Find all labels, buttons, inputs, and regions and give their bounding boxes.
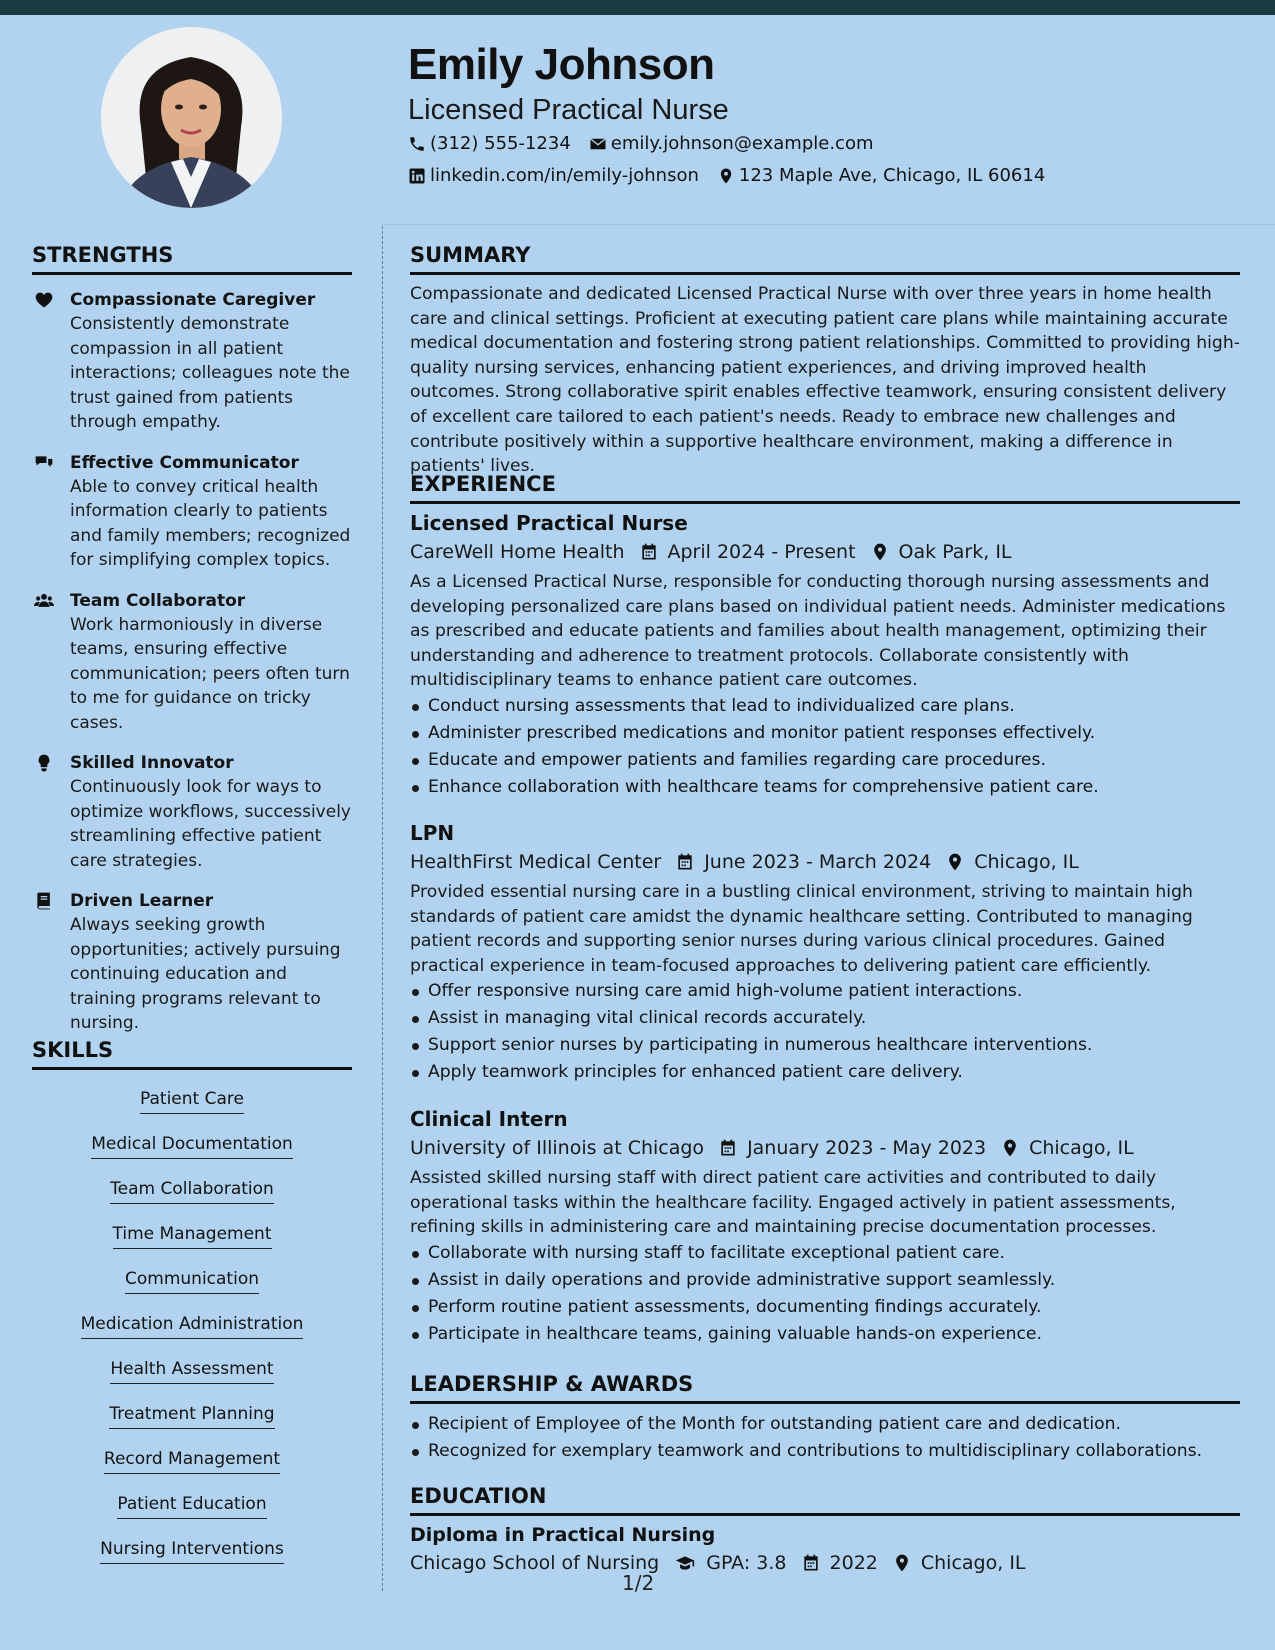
- job-description: Assisted skilled nursing staff with direct patient care activities and contributed to daily operational tasks within the healthcare facility. Engaged actively in patient assessments, refining skills in administering care and maintaining precise documentation processes.: [410, 1168, 1176, 1238]
- job-org: CareWell Home Health: [410, 541, 625, 563]
- envelope-icon: [589, 135, 607, 153]
- job-entry: [410, 821, 1240, 1086]
- job-bullet: Collaborate with nursing staff to facilitate exceptional patient care.: [410, 1240, 1240, 1267]
- degree-title: Diploma in Practical Nursing: [410, 1524, 716, 1546]
- contact-row-1: [408, 133, 891, 154]
- calendar-icon: [639, 542, 659, 562]
- award-item: Recipient of Employee of the Month for outstanding patient care and dedication.: [410, 1411, 1240, 1438]
- job-bullets: [410, 1240, 1240, 1348]
- strength-desc: Continuously look for ways to optimize workflows, successively streamlining effective patient care strategies.: [70, 777, 351, 871]
- page-number: 1/2: [622, 1571, 655, 1595]
- job-description: Provided essential nursing care in a bustling clinical environment, striving to maintain high standards of patient care amidst the dynamic healthcare setting. Contributed to managing patient records and supporting senior nurses during various clinical procedures. Gained practical experience in team-focused approaches to delivering patient care efficiently.: [410, 882, 1193, 976]
- email-text: emily.johnson@example.com: [610, 133, 874, 154]
- job-meta: [410, 851, 1240, 873]
- job-bullet: Participate in healthcare teams, gaining valuable hands-on experience.: [410, 1321, 1240, 1348]
- candidate-name: Emily Johnson: [408, 40, 715, 89]
- top-accent-bar: [0, 0, 1275, 15]
- strength-title: Effective Communicator: [70, 452, 299, 473]
- summary-heading: SUMMARY: [410, 243, 1240, 275]
- job-location: Chicago, IL: [1029, 1137, 1134, 1159]
- strength-title: Compassionate Caregiver: [70, 290, 316, 310]
- contact-linkedin[interactable]: [408, 165, 699, 186]
- gpa-text: GPA: 3.8: [706, 1552, 787, 1574]
- linkedin-text: linkedin.com/in/emily-johnson: [430, 165, 699, 186]
- book-icon: [34, 891, 54, 911]
- phone-icon: [408, 135, 426, 153]
- linkedin-icon: [408, 167, 426, 185]
- job-bullet: Educate and empower patients and families regarding care procedures.: [410, 747, 1240, 774]
- job-location: Oak Park, IL: [898, 541, 1012, 563]
- job-description: As a Licensed Practical Nurse, responsible for conducting thorough nursing assessments and developing personalized care plans based on individual patient needs. Administer medications as prescribed and educate patients and families about health management, optimizing their understanding and adherence to treatment protocols. Collaborate consistently with multidisciplinary teams to enhance patient care outcomes.: [410, 572, 1226, 691]
- job-dates: January 2023 - May 2023: [747, 1137, 987, 1159]
- job-meta: [410, 541, 1240, 563]
- address-text: 123 Maple Ave, Chicago, IL 60614: [738, 165, 1046, 186]
- strengths-heading: STRENGTHS: [32, 243, 352, 275]
- strength-desc: Able to convey critical health information clearly to patients and family members; recognized for simplifying complex topics.: [70, 476, 351, 570]
- skill-tag: Patient Care: [140, 1088, 244, 1114]
- job-title: Clinical Intern: [410, 1107, 568, 1131]
- skills-heading: SKILLS: [32, 1038, 352, 1070]
- job-dates: April 2024 - Present: [667, 541, 856, 563]
- strength-desc: Always seeking growth opportunities; actively pursuing continuing education and training programs relevant to nursing.: [70, 915, 341, 1033]
- job-bullets: [410, 693, 1240, 801]
- profile-photo: [101, 27, 282, 208]
- lightbulb-icon: [34, 753, 54, 773]
- calendar-icon: [675, 852, 695, 872]
- chat-icon: [34, 453, 54, 473]
- experience-heading: EXPERIENCE: [410, 472, 1240, 504]
- skill-tag: Time Management: [113, 1223, 272, 1249]
- phone-text: (312) 555-1234: [430, 133, 571, 154]
- award-item: Recognized for exemplary teamwork and contributions to multidisciplinary collaborations.: [410, 1438, 1240, 1465]
- job-bullet: Assist in managing vital clinical records accurately.: [410, 1005, 1240, 1032]
- map-pin-icon: [870, 542, 890, 562]
- job-bullet: Assist in daily operations and provide administrative support seamlessly.: [410, 1267, 1240, 1294]
- calendar-icon: [801, 1553, 821, 1573]
- job-bullet: Administer prescribed medications and monitor patient responses effectively.: [410, 720, 1240, 747]
- strength-title: Skilled Innovator: [70, 753, 234, 773]
- job-entry: [410, 511, 1240, 801]
- users-icon: [34, 591, 54, 611]
- job-org: HealthFirst Medical Center: [410, 851, 662, 873]
- map-pin-icon: [892, 1553, 912, 1573]
- leadership-heading: LEADERSHIP & AWARDS: [410, 1372, 1240, 1404]
- job-title: LPN: [410, 821, 455, 845]
- skill-tag: Record Management: [104, 1448, 280, 1474]
- contact-phone[interactable]: [408, 133, 571, 154]
- education-location: Chicago, IL: [920, 1552, 1026, 1574]
- strength-item: [32, 751, 352, 873]
- strength-desc: Consistently demonstrate compassion in all patient interactions; colleagues note the trust gained from patients through empathy.: [70, 314, 350, 432]
- job-entry: [410, 1107, 1240, 1348]
- graduation-cap-icon: [673, 1553, 697, 1573]
- job-location: Chicago, IL: [974, 851, 1079, 873]
- strength-desc: Work harmoniously in diverse teams, ensuring effective communication; peers often turn to me for guidance on tricky cases.: [70, 614, 350, 733]
- job-org: University of Illinois at Chicago: [410, 1137, 705, 1159]
- job-bullet: Apply teamwork principles for enhanced patient care delivery.: [410, 1059, 1240, 1086]
- job-bullet: Enhance collaboration with healthcare teams for comprehensive patient care.: [410, 774, 1240, 801]
- skill-tag: Communication: [125, 1268, 259, 1294]
- education-heading: EDUCATION: [410, 1484, 1240, 1516]
- strength-title: Driven Learner: [70, 891, 214, 911]
- skill-tag: Medication Administration: [81, 1313, 304, 1339]
- column-divider: [382, 226, 383, 1591]
- education-meta: [410, 1552, 1240, 1574]
- calendar-icon: [718, 1138, 738, 1158]
- job-title: Licensed Practical Nurse: [410, 511, 688, 535]
- skills-list: [32, 1088, 352, 1583]
- strength-item: [32, 451, 352, 573]
- strength-item: [32, 589, 352, 736]
- strength-item: [32, 288, 352, 435]
- contact-row-2: [408, 165, 1063, 186]
- map-pin-icon: [1000, 1138, 1020, 1158]
- skill-tag: Team Collaboration: [110, 1178, 274, 1204]
- candidate-role: Licensed Practical Nurse: [408, 94, 729, 126]
- job-bullets: [410, 978, 1240, 1086]
- job-bullet: Offer responsive nursing care amid high-volume patient interactions.: [410, 978, 1240, 1005]
- heart-icon: [34, 290, 54, 310]
- graduation-year: 2022: [829, 1552, 878, 1574]
- school-name: Chicago School of Nursing: [410, 1552, 660, 1574]
- job-bullet: Perform routine patient assessments, documenting findings accurately.: [410, 1294, 1240, 1321]
- skill-tag: Nursing Interventions: [100, 1538, 284, 1564]
- strength-item: [32, 889, 352, 1036]
- contact-address: [717, 165, 1045, 186]
- skill-tag: Medical Documentation: [91, 1133, 293, 1159]
- job-meta: [410, 1137, 1240, 1159]
- strength-title: Team Collaborator: [70, 590, 246, 611]
- leadership-list: [410, 1411, 1240, 1465]
- skill-tag: Treatment Planning: [109, 1403, 274, 1429]
- map-pin-icon: [945, 852, 965, 872]
- strengths-list: [32, 288, 352, 1052]
- summary-text: Compassionate and dedicated Licensed Practical Nurse with over three years in home health care and clinical settings. Proficient at executing patient care plans while maintaining accurate medical documentation and fostering strong patient relationships. Committed to providing high-quality nursing services, enhancing patient experiences, and driving improved health outcomes. Strong collaborative spirit enables effective teamwork, ensuring consistent delivery of excellent care tailored to each patient's needs. Ready to embrace new challenges and contribute positively within a supportive healthcare environment, making a difference in patients' lives.: [410, 284, 1240, 477]
- header-divider: [382, 224, 1275, 225]
- skill-tag: Health Assessment: [110, 1358, 273, 1384]
- job-bullet: Support senior nurses by participating in numerous healthcare interventions.: [410, 1032, 1240, 1059]
- education-entry: [410, 1524, 1240, 1574]
- contact-email[interactable]: [589, 133, 874, 154]
- job-bullet: Conduct nursing assessments that lead to individualized care plans.: [410, 693, 1240, 720]
- map-pin-icon: [717, 167, 735, 185]
- skill-tag: Patient Education: [117, 1493, 266, 1519]
- job-dates: June 2023 - March 2024: [704, 851, 932, 873]
